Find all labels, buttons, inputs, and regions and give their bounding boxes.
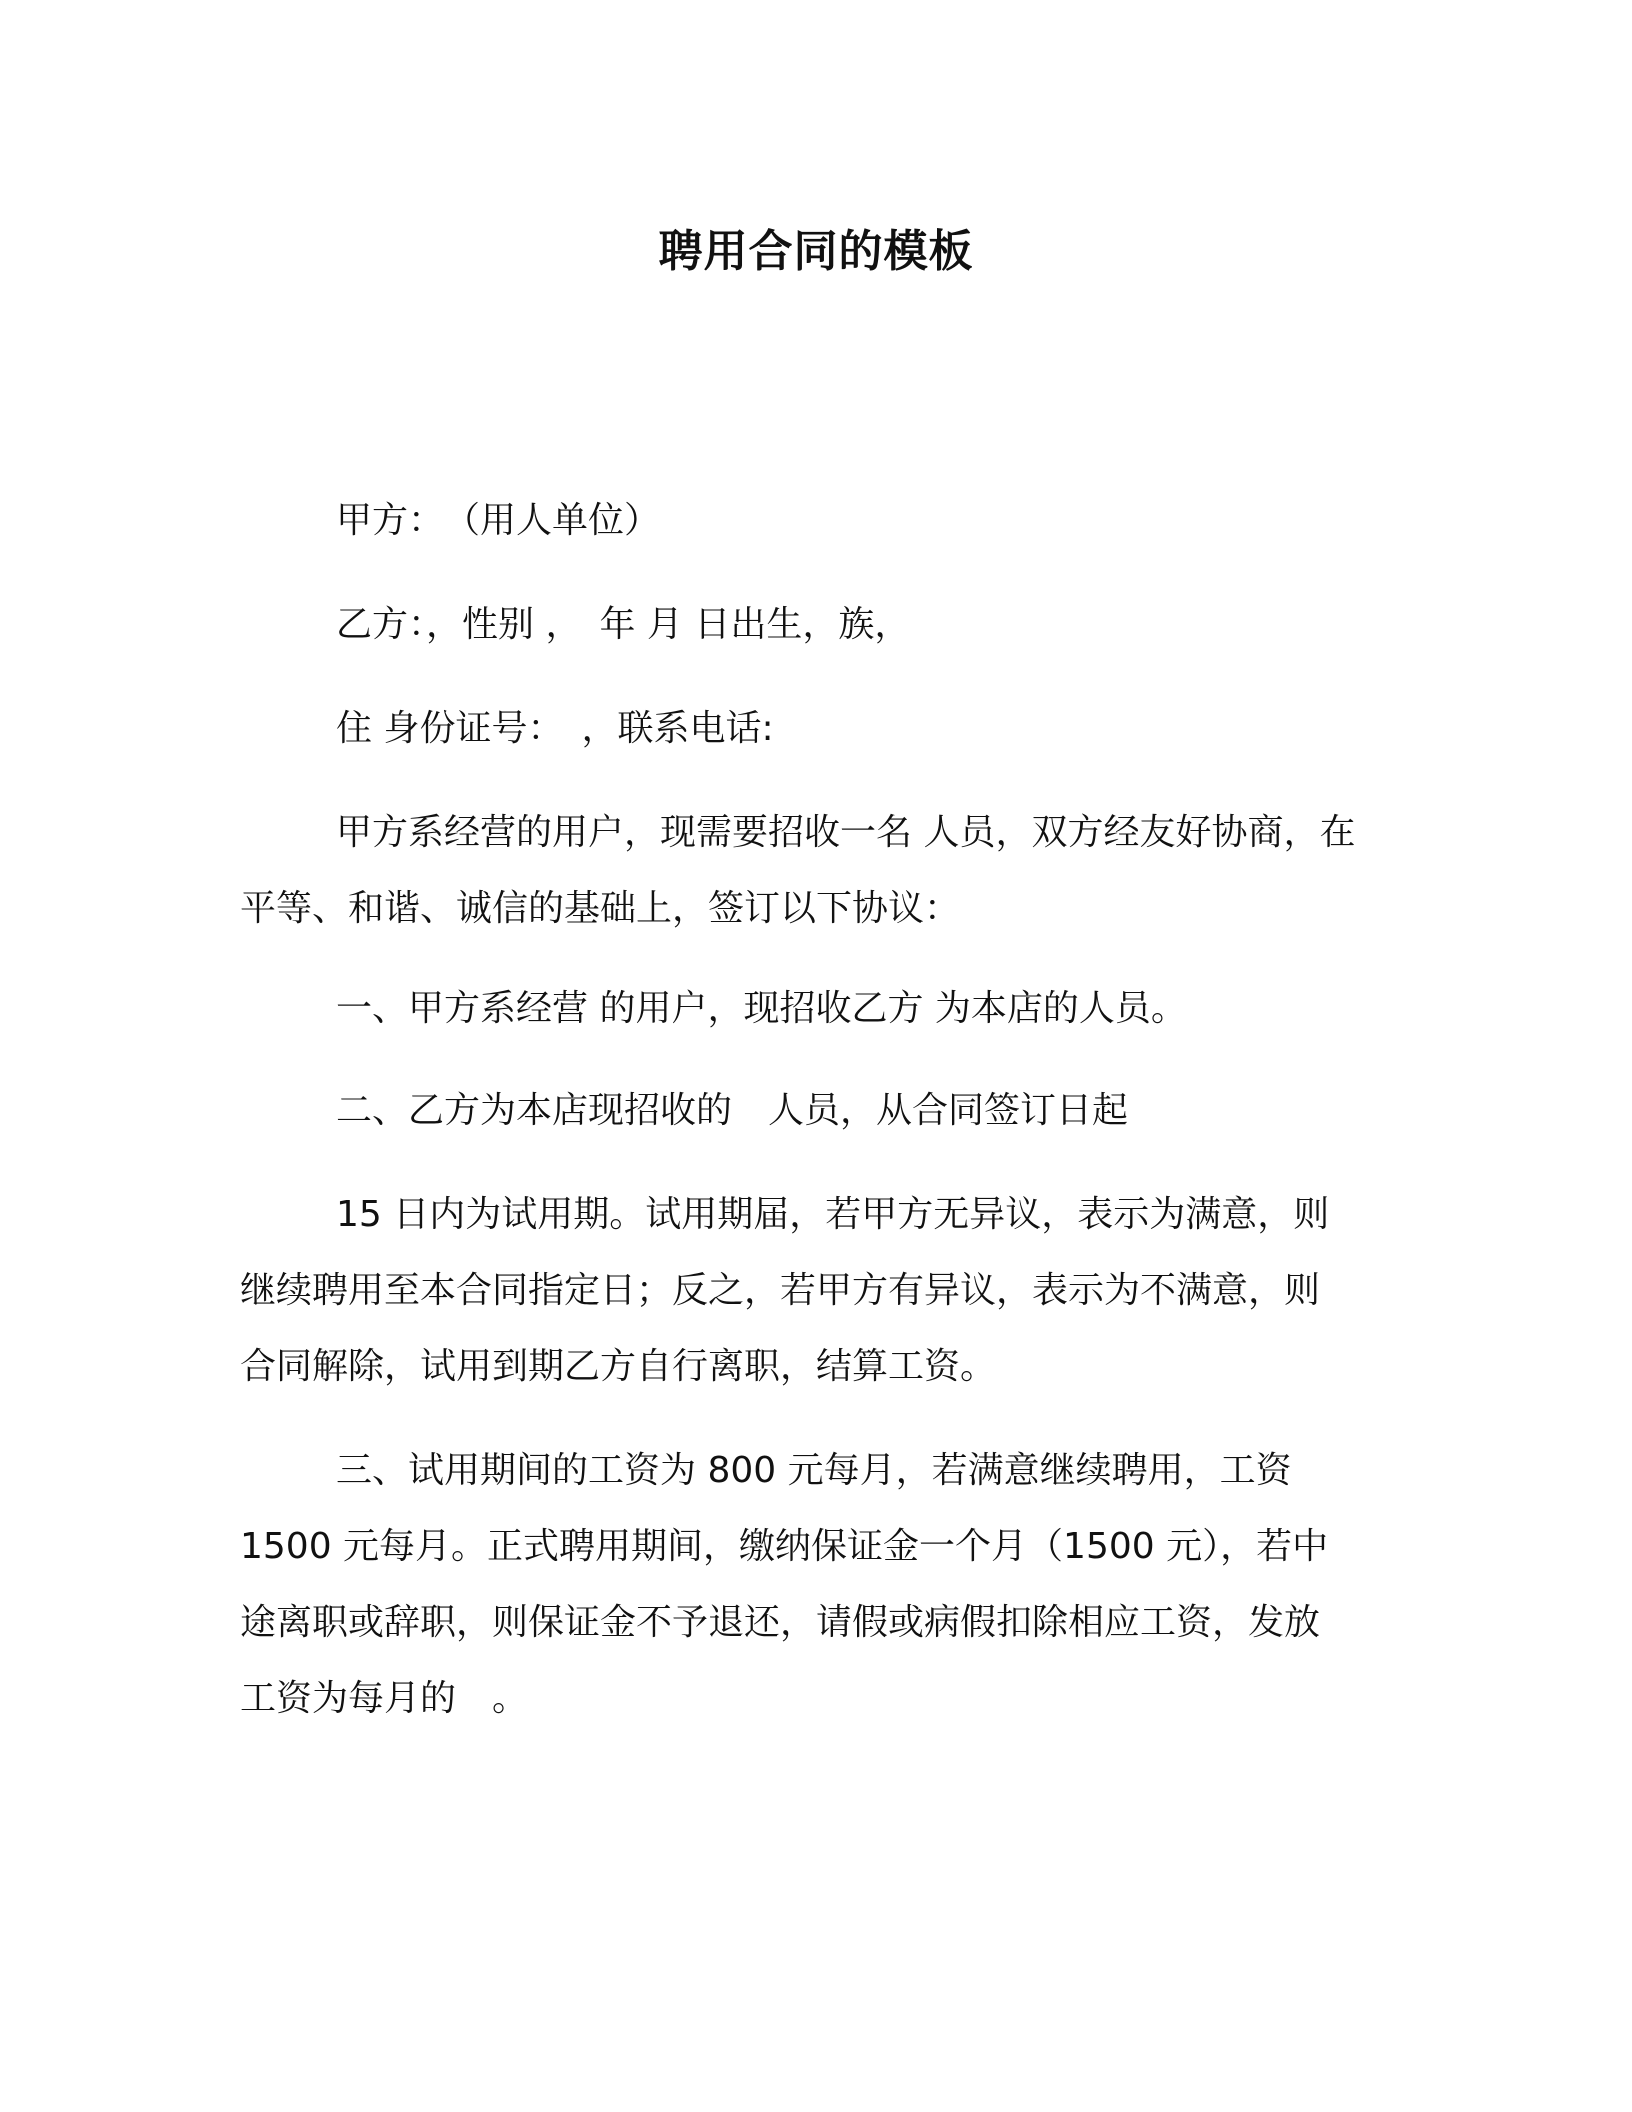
intro-line: 平等、和谐、诚信的基础上，签订以下协议： xyxy=(240,888,961,929)
party-b-line: 乙方：，性别 ， 年 月 日出生，族， xyxy=(336,604,911,645)
clause-1: 一、甲方系经营 的用户，现招收乙方 为本店的人员。 xyxy=(336,988,1187,1029)
clause-3-line: 工资为每月的 。 xyxy=(240,1678,529,1719)
clause-2-line: 继续聘用至本合同指定日；反之，若甲方有异议，表示为不满意，则 xyxy=(240,1270,1321,1311)
party-a-line: 甲方： （用人单位） xyxy=(336,500,661,541)
clause-2: 二、乙方为本店现招收的 人员，从合同签订日起 xyxy=(336,1090,1129,1131)
clause-2-line: 合同解除，试用到期乙方自行离职，结算工资。 xyxy=(240,1346,997,1387)
clause-3-line: 1500 元每月。正式聘用期间，缴纳保证金一个月（1500 元），若中 xyxy=(240,1526,1329,1567)
clause-2-line: 15 日内为试用期。试用期届，若甲方无异议，表示为满意，则 xyxy=(336,1194,1330,1235)
clause-3-line: 三、试用期间的工资为 800 元每月，若满意继续聘用，工资 xyxy=(336,1450,1292,1491)
address-id-phone-line: 住 身份证号： ，联系电话: xyxy=(336,708,774,749)
document-title: 聘用合同的模板 xyxy=(658,226,974,277)
intro-line: 甲方系经营的用户，现需要招收一名 人员，双方经友好协商，在 xyxy=(336,812,1356,853)
clause-3-line: 途离职或辞职，则保证金不予退还，请假或病假扣除相应工资，发放 xyxy=(240,1602,1321,1643)
